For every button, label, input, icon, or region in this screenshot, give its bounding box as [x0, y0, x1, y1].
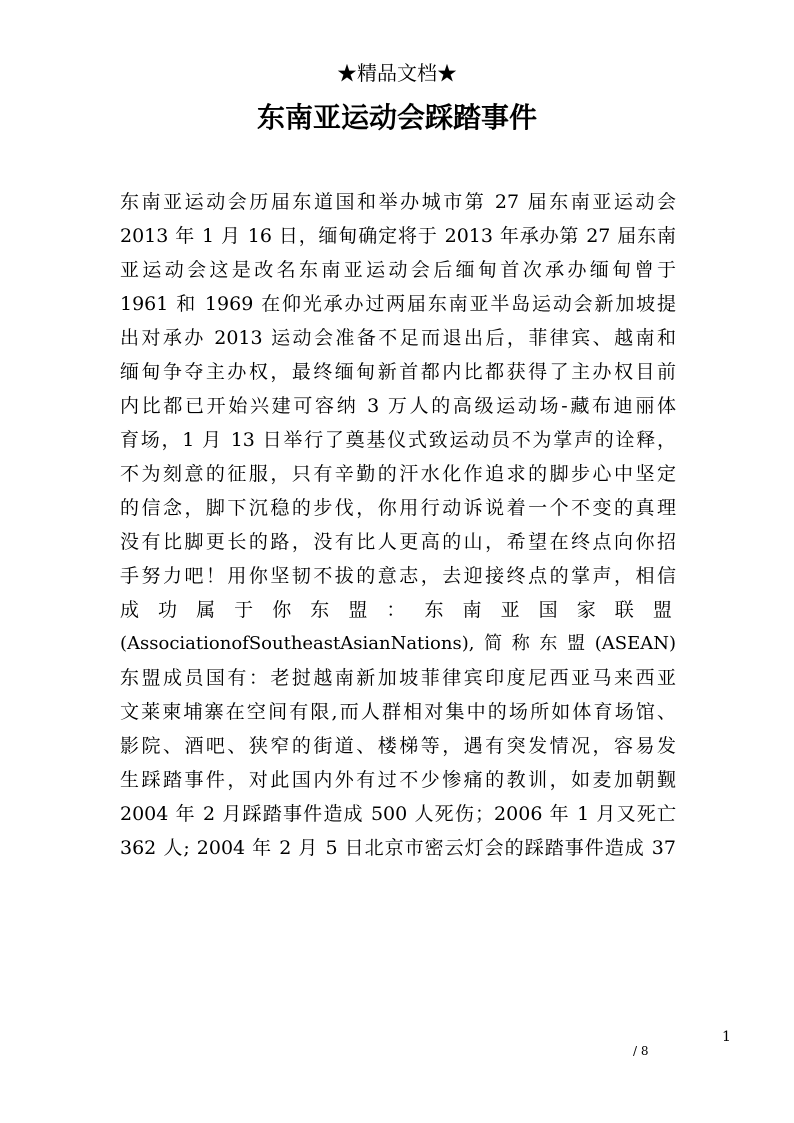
body-line-12: 手努力吧！用你坚韧不拔的意志，去迎接终点的掌声，相信: [120, 565, 676, 587]
body-line-4: 1961 和 1969 在仰光承办过两届东南亚半岛运动会新加坡提: [120, 293, 676, 315]
body-line-2: 2013 年 1 月 16 日，缅甸确定将于 2013 年承办第 27 届东南: [120, 225, 676, 247]
body-line-14: (AssociationofSoutheastAsianNations),简称东盟(ASEAN): [120, 633, 676, 654]
document-title: 东南亚运动会踩踏事件: [256, 101, 537, 134]
page-number: 1: [722, 1029, 731, 1045]
body-line-20: 362 人; 2004 年 2 月 5 日北京市密云灯会的踩踏事件造成 37: [120, 837, 676, 859]
body-line-7: 内比都已开始兴建可容纳 3 万人的高级运动场-藏布迪丽体: [120, 395, 676, 417]
body-line-10: 的信念，脚下沉稳的步伐，你用行动诉说着一个不变的真理: [120, 497, 676, 519]
body-line-6: 缅甸争夺主办权，最终缅甸新首都内比都获得了主办权目前: [120, 361, 676, 383]
body-line-15: 东盟成员国有：老挝越南新加坡菲律宾印度尼西亚马来西亚: [120, 667, 676, 689]
document-banner: ★精品文档★: [337, 61, 457, 85]
body-line-3: 亚运动会这是改名东南亚运动会后缅甸首次承办缅甸曾于: [120, 259, 676, 281]
body-line-18: 生踩踏事件，对此国内外有过不少惨痛的教训，如麦加朝觐: [120, 769, 676, 791]
body-line-13: 成功属于你东盟：东南亚国家联盟: [120, 599, 676, 621]
body-line-16: 文莱柬埔寨在空间有限,而人群相对集中的场所如体育场馆、: [120, 701, 676, 723]
body-line-19: 2004 年 2 月踩踏事件造成 500 人死伤；2006 年 1 月又死亡: [120, 803, 676, 825]
body-line-5: 出对承办 2013 运动会准备不足而退出后，菲律宾、越南和: [120, 327, 676, 349]
body-line-1: 东南亚运动会历届东道国和举办城市第 27 届东南亚运动会: [120, 191, 676, 213]
body-line-9: 不为刻意的征服，只有辛勤的汗水化作追求的脚步心中坚定: [120, 463, 676, 485]
body-line-8: 育场，1 月 13 日举行了奠基仪式致运动员不为掌声的诠释，: [120, 429, 676, 451]
body-line-17: 影院、酒吧、狭窄的街道、楼梯等，遇有突发情况，容易发: [120, 735, 676, 757]
document-body: [120, 185, 676, 865]
body-line-11: 没有比脚更长的路，没有比人更高的山，希望在终点向你招: [120, 531, 676, 553]
page-total: / 8: [633, 1044, 649, 1058]
